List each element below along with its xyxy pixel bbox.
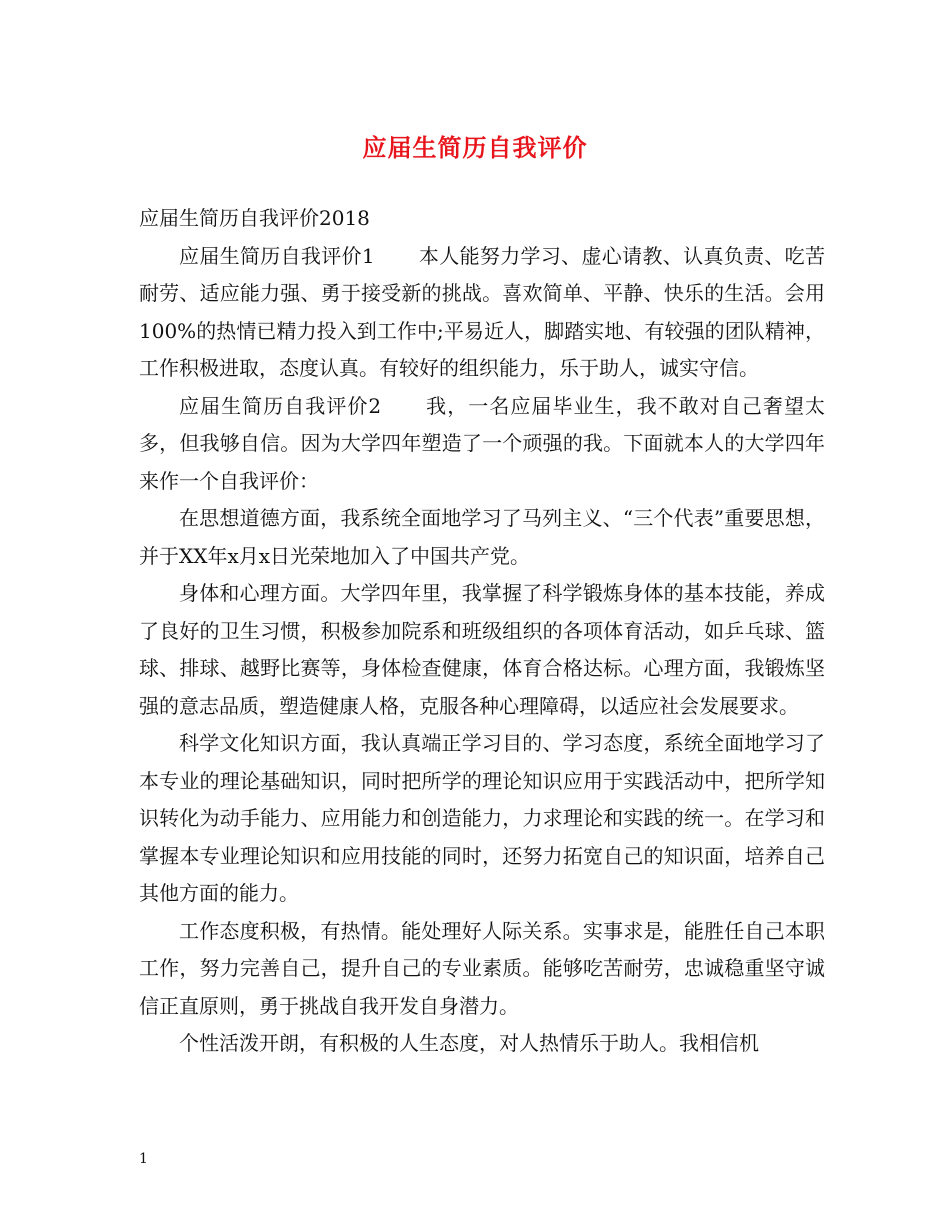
document-subtitle: 应届生简历自我评价2018 bbox=[139, 206, 370, 230]
paragraph-text: 本人能努力学习、虚心请教、认真负责、吃苦耐劳、适应能力强、勇于接受新的挑战。喜欢简单、平静、快乐的生活。会用100%的热情已精力投入到工作中;平易近人，脚踏实地、有较强的团队精神，工作积极进取，态度认真。有较好的组织能力，乐于助人，诚实守信。 bbox=[139, 243, 825, 380]
paragraph-evaluation-1 bbox=[139, 238, 825, 388]
paragraph-body-mind: 身体和心理方面。大学四年里，我掌握了科学锻炼身体的基本技能，养成了良好的卫生习惯，积极参加院系和班级组织的各项体育活动，如乒乓球、篮球、排球、越野比赛等，身体检查健康，体育合格达标。心理方面，我锻炼坚强的意志品质，塑造健康人格，克服各种心理障碍，以适应社会发展要求。 bbox=[139, 581, 825, 718]
document-body bbox=[139, 200, 825, 1063]
paragraph-heading: 应届生简历自我评价2 bbox=[179, 393, 382, 418]
paragraph-ideology: 在思想道德方面，我系统全面地学习了马列主义、“三个代表”重要思想，并于XX年x月x日光荣地加入了中国共产党。 bbox=[139, 506, 825, 568]
page-number: 1 bbox=[139, 1151, 148, 1167]
paragraph-heading: 应届生简历自我评价1 bbox=[179, 243, 375, 268]
paragraph-personality: 个性活泼开朗，有积极的人生态度，对人热情乐于助人。我相信机 bbox=[179, 1031, 759, 1055]
paragraph-evaluation-2 bbox=[139, 388, 825, 501]
paragraph-knowledge: 科学文化知识方面，我认真端正学习目的、学习态度，系统全面地学习了本专业的理论基础知识，同时把所学的理论知识应用于实践活动中，把所学知识转化为动手能力、应用能力和创造能力，力求理论和实践的统一。在学习和掌握本专业理论知识和应用技能的同时，还努力拓宽自己的知识面，培养自己其他方面的能力。 bbox=[139, 731, 825, 905]
document-title: 应届生简历自我评价 bbox=[362, 133, 588, 162]
paragraph-work-attitude: 工作态度积极，有热情。能处理好人际关系。实事求是，能胜任自己本职工作，努力完善自己，提升自己的专业素质。能够吃苦耐劳，忠诚稳重坚守诚信正直原则，勇于挑战自我开发自身潜力。 bbox=[139, 918, 825, 1018]
paragraph-text: 我，一名应届毕业生，我不敢对自己奢望太多，但我够自信。因为大学四年塑造了一个顽强的我。下面就本人的大学四年来作一个自我评价： bbox=[139, 393, 825, 493]
